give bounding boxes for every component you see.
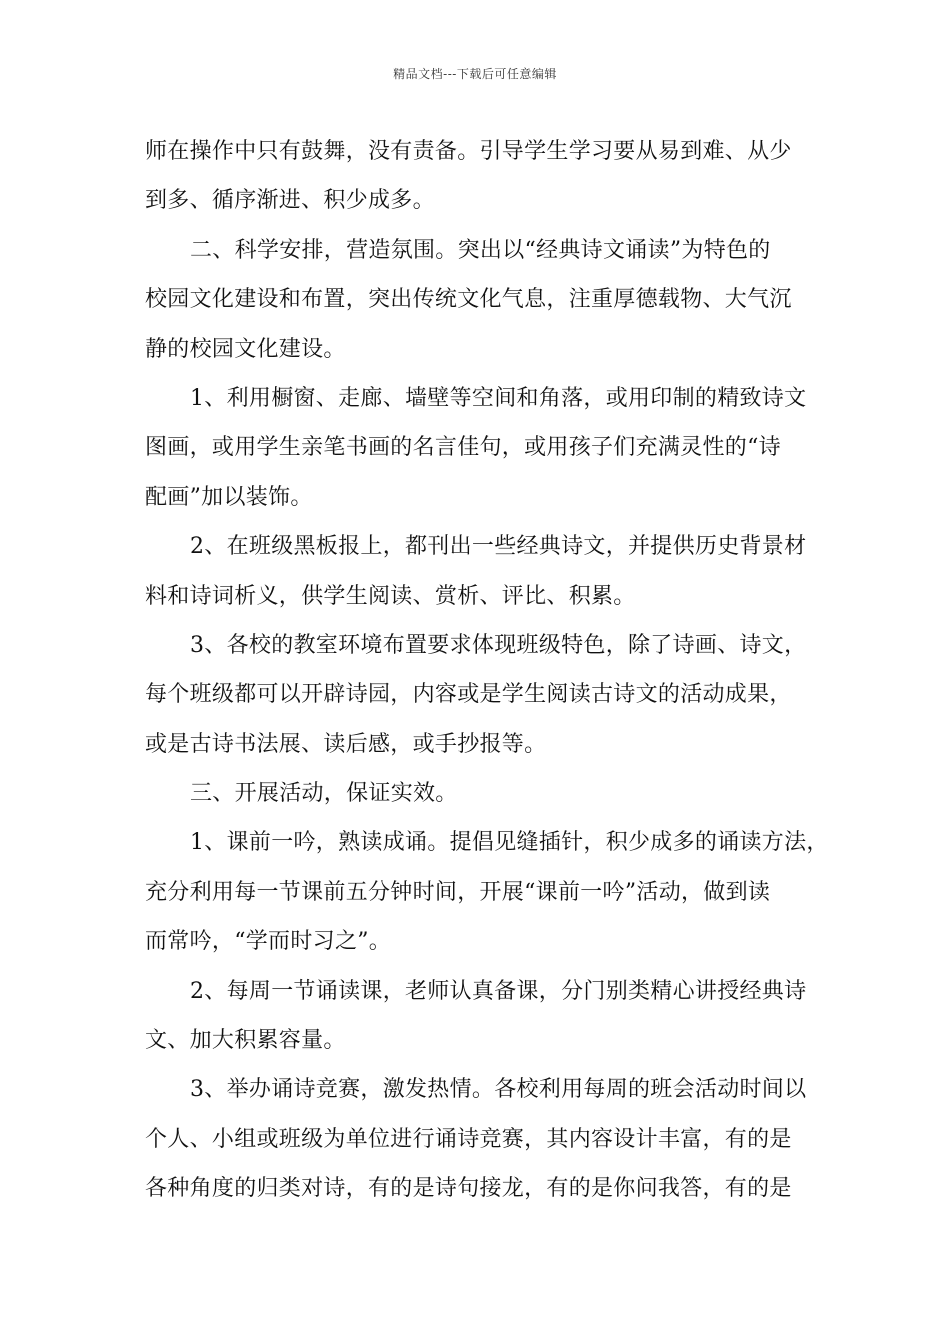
text-line: 文、加大积累容量。 bbox=[145, 1028, 346, 1054]
text-line: 静的校园文化建设。 bbox=[145, 336, 346, 362]
text-line: 或是古诗书法展、读后感，或手抄报等。 bbox=[145, 731, 547, 757]
text-line: 1、利用橱窗、走廊、墙壁等空间和角落，或用印制的精致诗文 bbox=[190, 385, 807, 411]
text-line: 2、每周一节诵读课，老师认真备课，分门别类精心讲授经典诗 bbox=[190, 978, 807, 1004]
page-header: 精品文档---下载后可任意编辑 bbox=[393, 67, 557, 81]
text-line: 充分利用每一节课前五分钟时间，开展“课前一吟”活动，做到读 bbox=[145, 879, 771, 905]
text-line: 每个班级都可以开辟诗园，内容或是学生阅读古诗文的活动成果， bbox=[145, 682, 792, 708]
text-line: 各种角度的归类对诗，有的是诗句接龙，有的是你问我答，有的是 bbox=[145, 1176, 792, 1202]
text-line: 到多、循序渐进、积少成多。 bbox=[145, 188, 435, 214]
text-line: 图画，或用学生亲笔书画的名言佳句，或用孩子们充满灵性的“诗 bbox=[145, 435, 781, 461]
text-line: 2、在班级黑板报上，都刊出一些经典诗文，并提供历史背景材 bbox=[190, 534, 807, 560]
text-line: 3、举办诵诗竞赛，激发热情。各校利用每周的班会活动时间以 bbox=[190, 1077, 807, 1103]
text-line: 配画”加以装饰。 bbox=[145, 484, 313, 510]
text-line: 3、各校的教室环境布置要求体现班级特色，除了诗画、诗文， bbox=[190, 632, 807, 658]
text-line: 个人、小组或班级为单位进行诵诗竞赛，其内容设计丰富，有的是 bbox=[145, 1126, 792, 1152]
text-line: 而常吟，“学而时习之”。 bbox=[145, 929, 392, 955]
text-line: 校园文化建设和布置，突出传统文化气息，注重厚德载物、大气沉 bbox=[145, 287, 792, 313]
text-line: 1、课前一吟，熟读成诵。提倡见缝插针，积少成多的诵读方法， bbox=[190, 830, 829, 856]
text-line: 料和诗词析义，供学生阅读、赏析、评比、积累。 bbox=[145, 583, 636, 609]
text-line: 三、开展活动，保证实效。 bbox=[190, 781, 458, 807]
text-line: 二、科学安排，营造氛围。突出以“经典诗文诵读”为特色的 bbox=[190, 237, 771, 263]
document-body bbox=[145, 127, 829, 1214]
text-line: 师在操作中只有鼓舞，没有责备。引导学生学习要从易到难、从少 bbox=[145, 139, 792, 164]
